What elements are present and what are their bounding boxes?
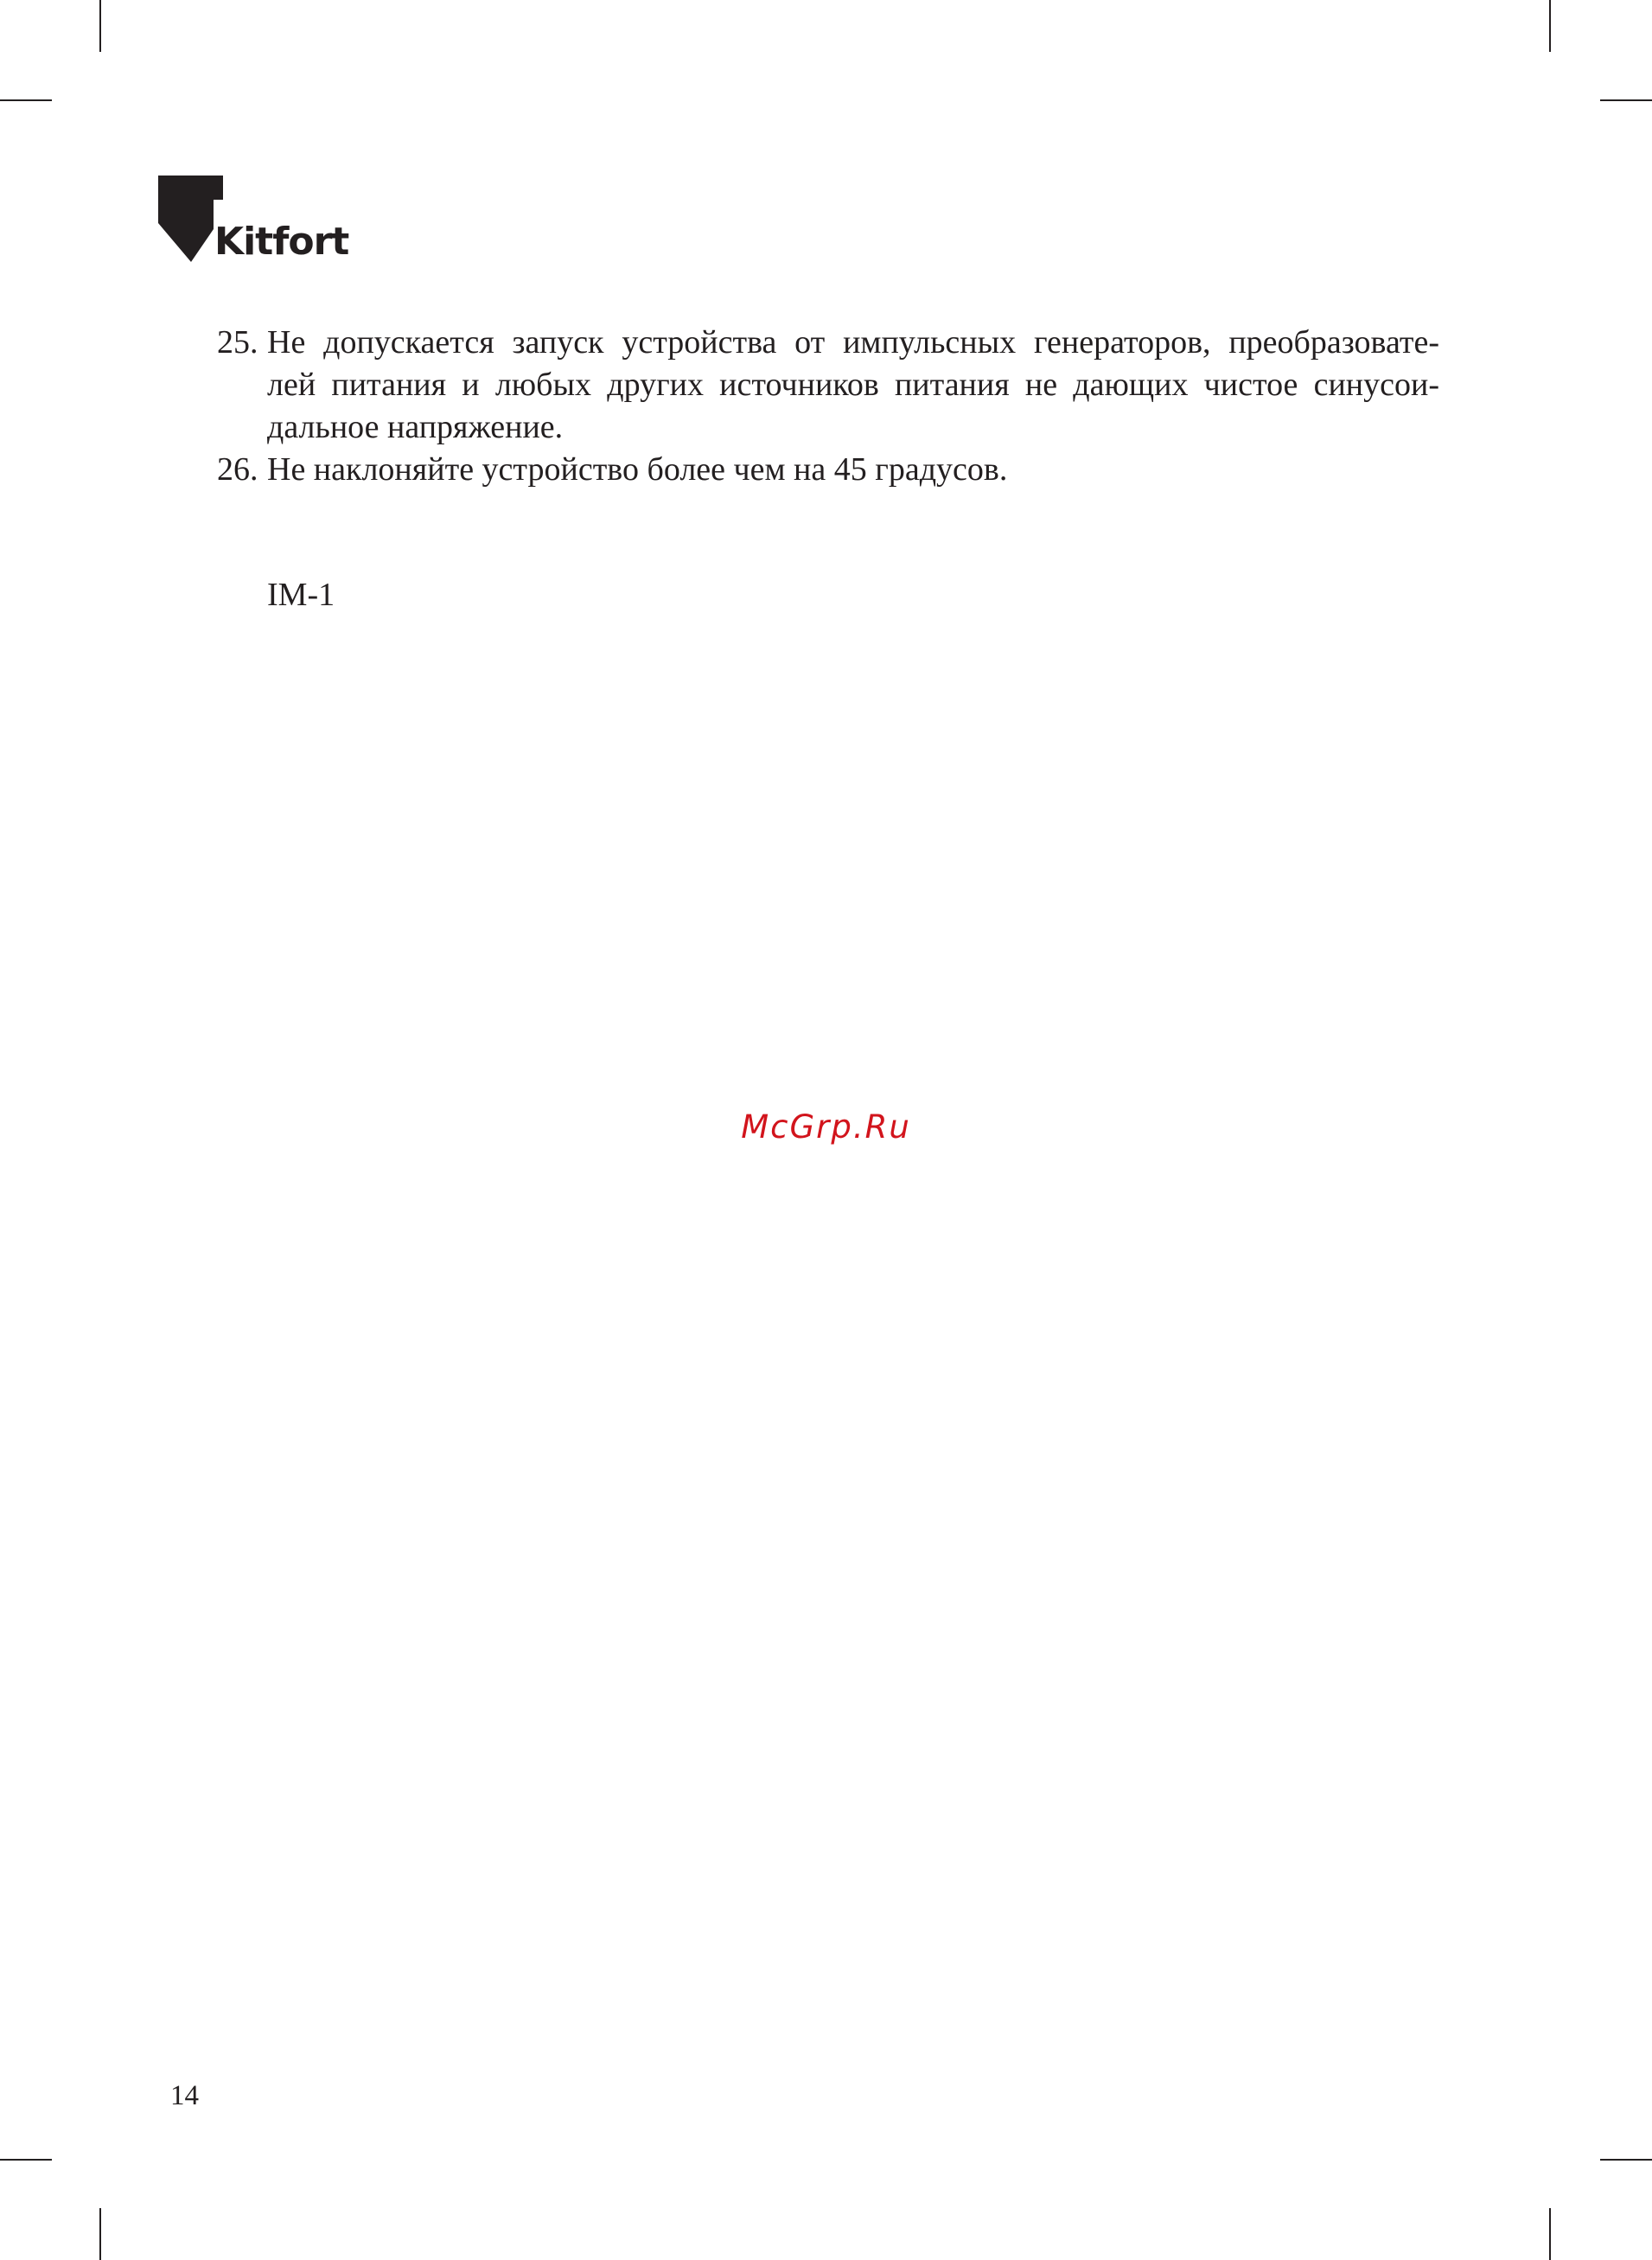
watermark: McGrp.Ru [741,1108,911,1146]
crop-mark-top-right-vertical [1549,0,1551,52]
crop-mark-bottom-left-horizontal [0,2159,52,2161]
list-item-number: 25. [217,324,258,361]
list-item-text-line: дальное напряжение. [267,409,564,445]
list-item-25 [212,322,1439,449]
brand-logo [158,176,357,271]
list-item-number: 26. [217,451,258,488]
crop-mark-bottom-left-vertical [99,2208,101,2260]
page-number: 14 [170,2080,199,2111]
list-item-text-line: Не наклоняйте устройство более чем на 45 градусов. [267,451,1008,488]
crop-mark-bottom-right-vertical [1549,2208,1551,2260]
crop-mark-bottom-right-horizontal [1600,2159,1652,2161]
crop-mark-top-left-vertical [99,0,101,52]
model-code: IM-1 [267,577,335,613]
list-item-26 [212,449,1439,491]
crop-mark-top-left-horizontal [0,99,52,101]
list-item-text-line: лей питания и любых других источников питания не дающих чистое синусои- [267,367,1439,403]
crop-mark-top-right-horizontal [1600,99,1652,101]
list-item-text-line: Не допускается запуск устройства от импульсных генераторов, преобразовате- [267,324,1439,361]
instructions-list [212,322,1439,491]
brand-name: Kitfort [214,220,349,264]
